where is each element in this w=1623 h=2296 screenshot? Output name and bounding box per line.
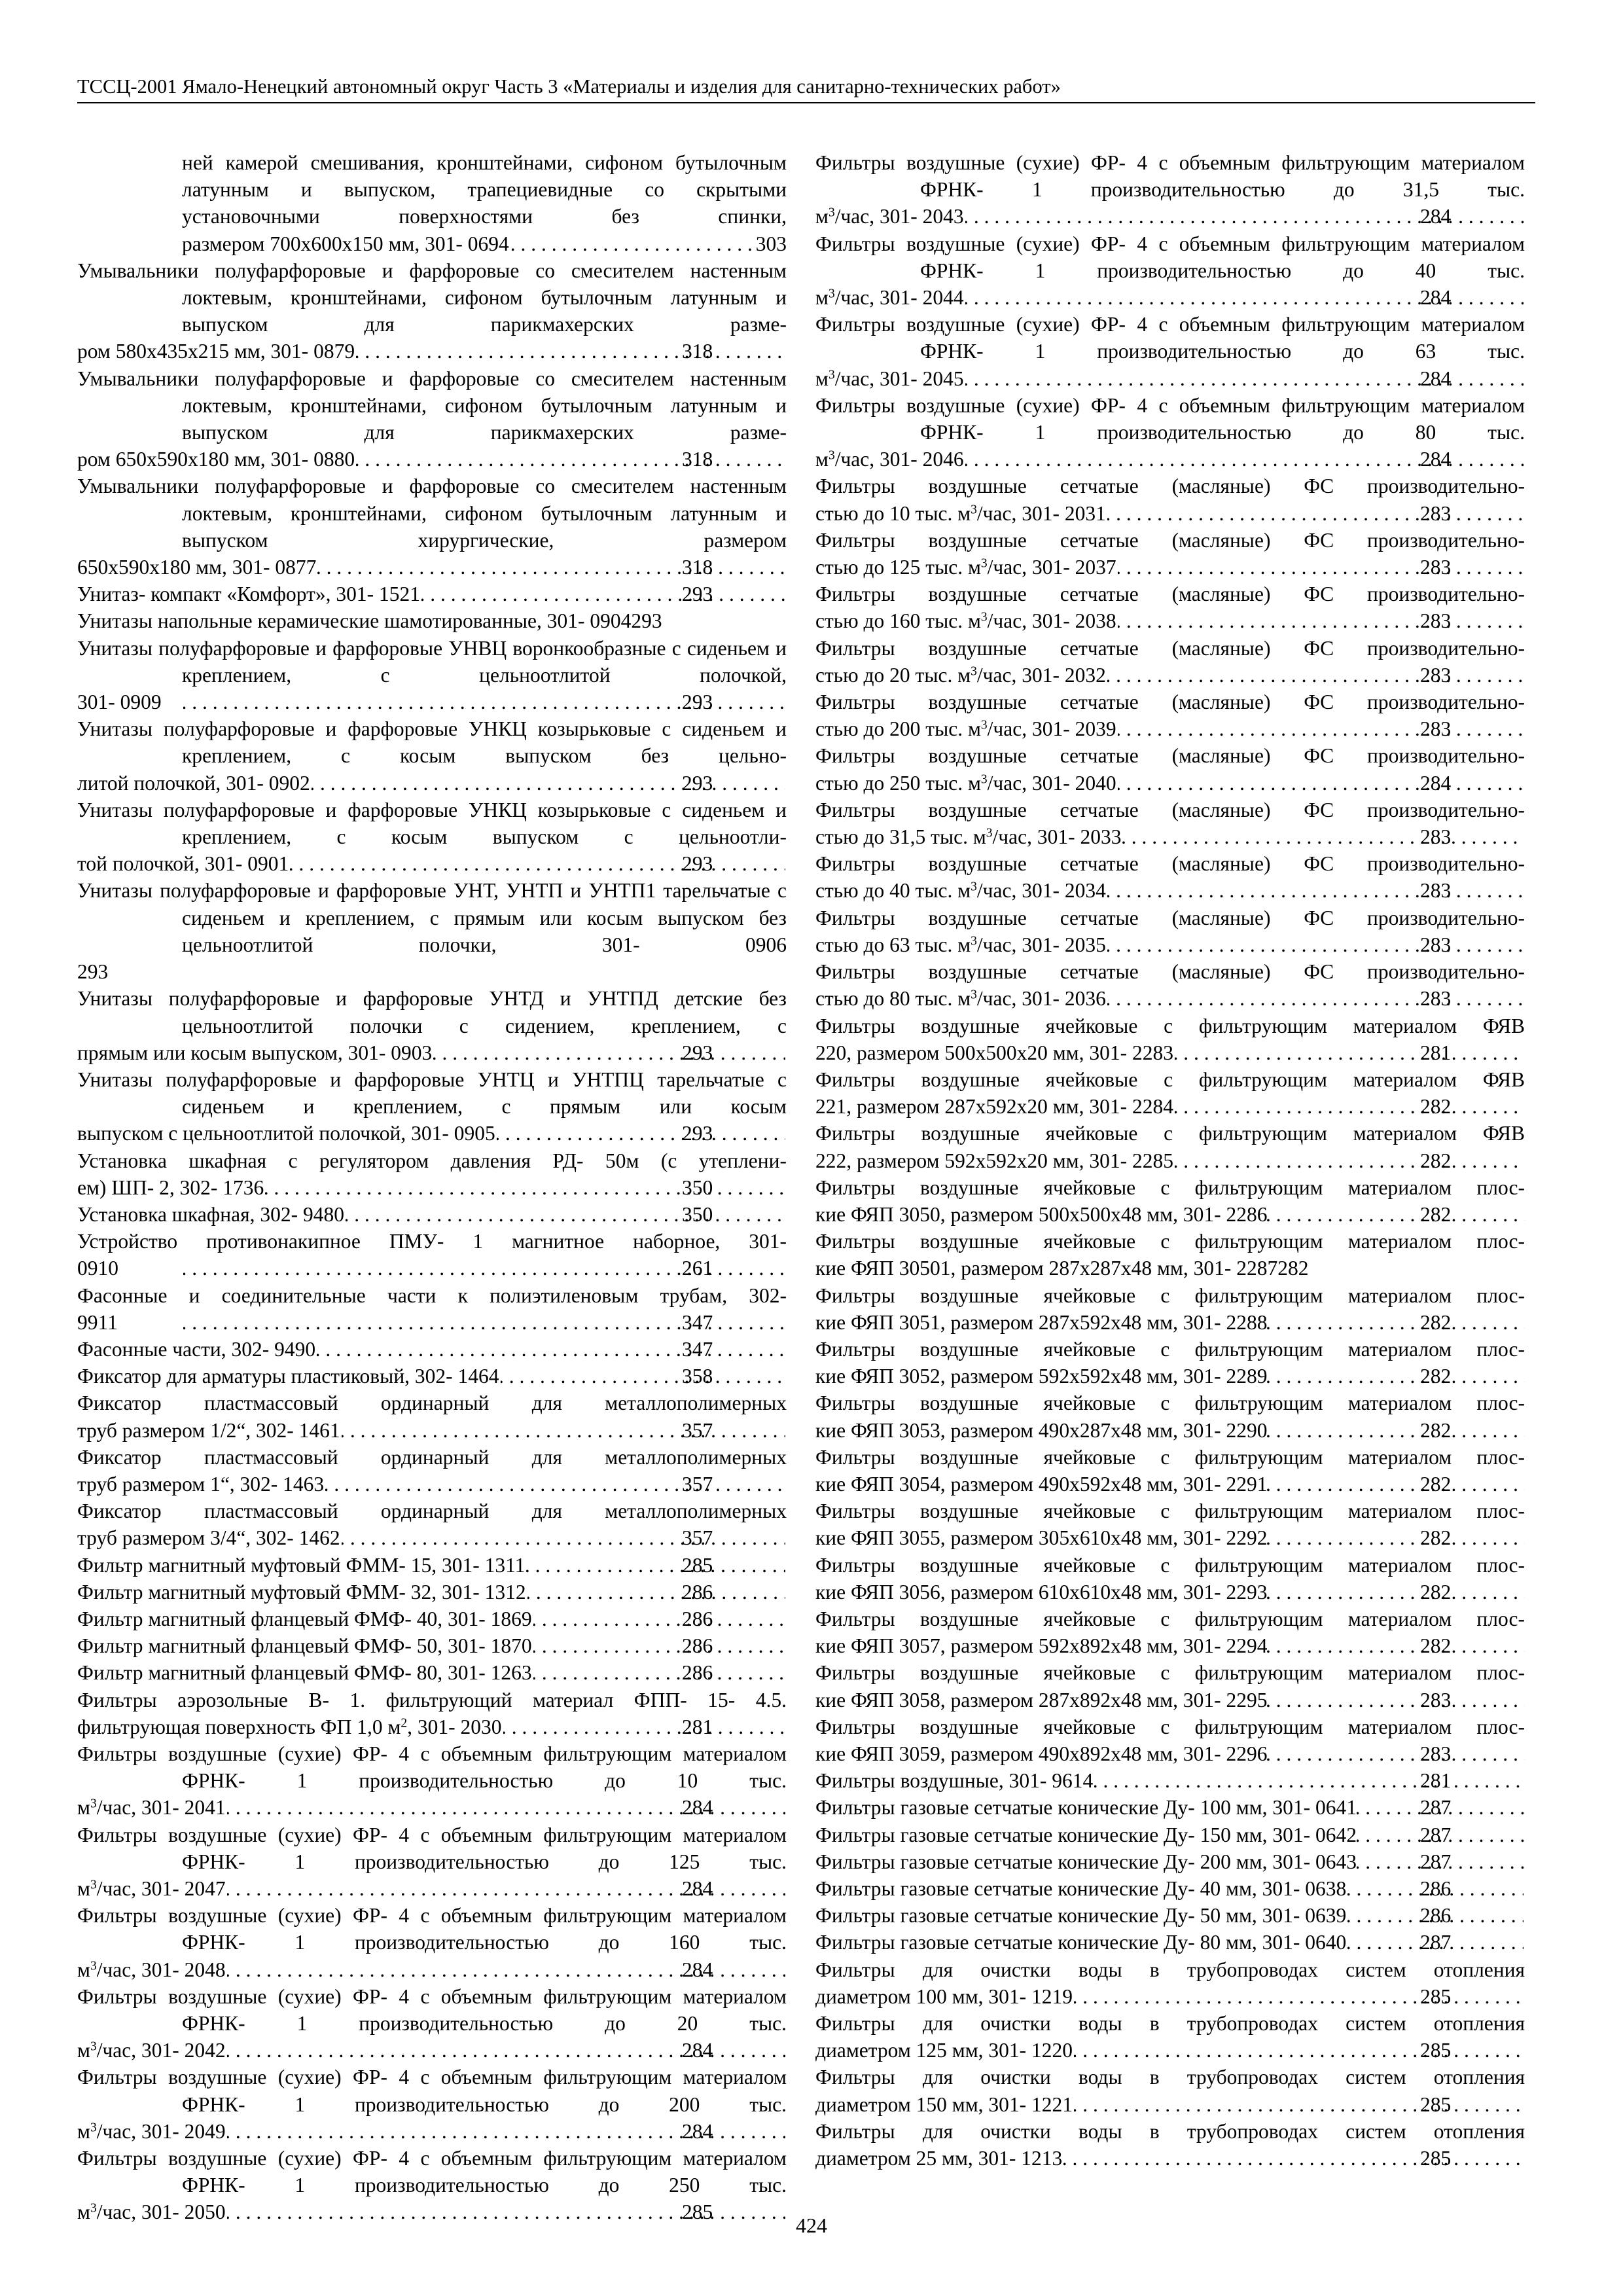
index-entry: Фильтр магнитный муфтовый ФММ- 32, 301- 1312 . . . 286 xyxy=(77,1579,787,1605)
index-entry-tail: Фильтры воздушные, 301- 9614 xyxy=(815,1769,1094,1793)
index-entry-tail: $м^3$/час, 301- 2048 xyxy=(77,1958,226,1981)
index-entry: Фильтр магнитный фланцевый ФМФ- 40, 301- 1869 . . . 286 xyxy=(77,1605,787,1632)
index-entry: Установка шкафная с регулятором давления РД- 50м (с утеплени- ем) ШП- 2, 302- 1736 . . . 350 xyxy=(77,1147,787,1201)
dot-leader xyxy=(526,1552,785,1579)
index-entry-tail: кие ФЯП 3057, размером 592х892х48 мм, 301- 2294 xyxy=(815,1634,1268,1658)
index-entry-tail: $м^3$/час, 301- 2045 xyxy=(815,367,964,390)
index-entry: Умывальники полуфарфоровые и фарфоровые со смесителем настенным локтевым, кронштейнами, сифоном бутылочным латунным и выпуском хирургические, размером 650х590х180 мм, 301- 0877 . . . 318 xyxy=(77,473,787,581)
index-entry: Унитазы полуфарфоровые и фарфоровые УНТЦ и УНТПЦ тарельчатые с сиденьем и креплением, с прямым или косым выпуском с цельноотлитой полочкой, 301- 0905 . . . 293 xyxy=(77,1066,787,1147)
dot-leader xyxy=(1107,500,1524,527)
index-entry-tail: размером 700х600х150 мм, 301- 0694 xyxy=(182,232,509,255)
dot-leader xyxy=(503,1713,785,1740)
dot-leader xyxy=(1074,2037,1524,2064)
index-entry-text: Фильтры воздушные (сухие) ФР- 4 с объемным фильтрующим материалом ФРНК- 1 производительностью до 31,5 тыс. xyxy=(815,151,1525,202)
index-entry: Унитазы полуфарфоровые и фарфоровые УНТ, УНТП и УНТП1 тарельчатые с сиденьем и креплением, с прямым или косым выпуском без цельноотлитой полочки, 301- 0906 293 xyxy=(77,877,787,985)
dot-leader xyxy=(1267,1309,1525,1336)
dot-leader xyxy=(1267,1417,1525,1444)
index-entry: Унитазы полуфарфоровые и фарфоровые УНКЦ козырьковые с сиденьем и креплением, с косым выпуском с цельноотли- той полочкой, 301- 0901 . . . 293 xyxy=(77,797,787,878)
index-entry-tail: прямым или косым выпуском, 301- 0903 xyxy=(77,1041,433,1064)
dot-leader xyxy=(1267,1740,1525,1767)
index-entry-tail: диаметром 150 мм, 301- 1221 xyxy=(815,2092,1073,2116)
index-entry: Фильтры газовые сетчатые конические Ду- 100 мм, 301- 0641 . . . 287 xyxy=(815,1794,1525,1821)
index-entry-text: Фильтры для очистки воды в трубопроводах систем отопления xyxy=(815,1958,1525,1981)
index-entry-tail: 650х590х180 мм, 301- 0877 xyxy=(77,556,317,579)
index-entry: Фильтры воздушные (сухие) ФР- 4 с объемным фильтрующим материалом ФРНК- 1 производительностью до 31,5 тыс. $м^3$/час, 301- 2043 . . . 284 xyxy=(815,149,1525,230)
index-entry: Фильтр магнитный муфтовый ФММ- 15, 301- 1311 . . . 285 xyxy=(77,1552,787,1579)
index-entry-tail: литой полочкой, 301- 0902 xyxy=(77,771,310,795)
index-entry-text: Умывальники полуфарфоровые и фарфоровые со смесителем настенным локтевым, кронштейнами, сифоном бутылочным латунным и выпуском для парикмахерских разме- xyxy=(77,259,787,336)
index-entry: Фильтры воздушные сетчатые (масляные) ФС производительно- стью до 63 тыс. $м^3$/час, 301- 2035 . . . 283 xyxy=(815,905,1525,958)
index-entry: Фиксатор пластмассовый ординарный для металлополимерных труб размером 1“, 302- 1463 . . . 357 xyxy=(77,1444,787,1498)
index-entry-tail: ром 650х590х180 мм, 301- 0880 xyxy=(77,448,355,471)
index-entry-text: Фильтры воздушные ячейковые с фильтрующим материалом плос- xyxy=(815,1283,1525,1307)
index-entry: Фильтры воздушные сетчатые (масляные) ФС производительно- стью до 250 тыс. $м^3$/час, 301- 2040 . . . 284 xyxy=(815,742,1525,796)
index-entry-text: Фильтры воздушные сетчатые (масляные) ФС производительно- xyxy=(815,636,1525,660)
index-entry: Фильтры воздушные ячейковые с фильтрующим материалом плос- кие ФЯП 3055, размером 305х610х48 мм, 301- 2292 . . . 282 xyxy=(815,1498,1525,1551)
index-entry-text: Установка шкафная с регулятором давления РД- 50м (с утеплени- xyxy=(77,1149,787,1172)
dot-leader xyxy=(356,338,785,365)
dot-leader xyxy=(1267,1579,1525,1605)
index-entry-tail: Фильтры газовые сетчатые конические Ду- 100 мм, 301- 0641 xyxy=(815,1796,1357,1820)
index-entry: Унитазы полуфарфоровые и фарфоровые УНТД и УНТПД детские без цельноотлитой полочки с сидением, креплением, с прямым или косым выпуском, 301- 0903 . . . 293 xyxy=(77,985,787,1066)
index-entry-text: Фильтры воздушные сетчатые (масляные) ФС производительно- xyxy=(815,583,1525,606)
dot-leader xyxy=(1267,1471,1525,1498)
index-entry-text: Унитазы полуфарфоровые и фарфоровые УНВЦ воронкообразные с сиденьем и креплением, с цельноотлитой полочкой, xyxy=(77,636,787,687)
index-entry-tail: выпуском с цельноотлитой полочкой, 301- 0905 xyxy=(77,1122,495,1145)
index-entry-tail: 221, размером 287х592х20 мм, 301- 2284 xyxy=(815,1095,1173,1119)
dot-leader xyxy=(533,1605,785,1632)
index-entry: Унитазы полуфарфоровые и фарфоровые УНВЦ воронкообразные с сиденьем и креплением, с цельноотлитой полочкой, 301- 0909 . . . 293 xyxy=(77,635,787,716)
index-entry-tail: кие ФЯП 3050, размером 500х500х48 мм, 301- 2286 xyxy=(815,1202,1268,1226)
index-entry-text: Фильтры воздушные ячейковые с фильтрующим материалом плос- xyxy=(815,1715,1525,1738)
dot-leader xyxy=(1122,823,1524,850)
index-entry-text: Фильтры воздушные (сухие) ФР- 4 с объемным фильтрующим материалом ФРНК- 1 производительностью до 125 тыс. xyxy=(77,1823,787,1873)
index-entry-tail: Фильтры газовые сетчатые конические Ду- 50 мм, 301- 0639 xyxy=(815,1904,1347,1928)
index-entry-text: Фильтры аэрозольные В- 1. фильтрующий материал ФПП- 15- 4.5. xyxy=(77,1688,787,1712)
index-entry-text: Фиксатор пластмассовый ординарный для металлополимерных xyxy=(77,1499,787,1523)
index-entry-text: Фильтры воздушные ячейковые с фильтрующим материалом ФЯВ xyxy=(815,1014,1525,1037)
index-page-ref: 303 xyxy=(755,232,787,255)
index-entry: Фильтры воздушные ячейковые с фильтрующим материалом плос- кие ФЯП 3056, размером 610х610х48 мм, 301- 2293 . . . 282 xyxy=(815,1552,1525,1605)
page-number: 424 xyxy=(796,2214,827,2237)
index-entry-text: Фильтры воздушные (сухие) ФР- 4 с объемным фильтрующим материалом ФРНК- 1 производительностью до 10 тыс. xyxy=(77,1742,787,1793)
dot-leader xyxy=(533,1632,785,1659)
index-entry-tail: кие ФЯП 3052, размером 592х592х48 мм, 301- 2289 xyxy=(815,1365,1268,1388)
index-entry: Фильтры воздушные (сухие) ФР- 4 с объемным фильтрующим материалом ФРНК- 1 производительностью до 63 тыс. $м^3$/час, 301- 2045 . . . 284 xyxy=(815,311,1525,392)
index-entry: Фильтры воздушные, 301- 9614 . . . 281 xyxy=(815,1767,1525,1794)
index-entry-tail: труб размером 1/2“, 302- 1461 xyxy=(77,1418,340,1442)
index-column-left xyxy=(77,149,787,2226)
dot-leader xyxy=(1074,1983,1524,2010)
index-entry: Фильтры для очистки воды в трубопроводах систем отопления диаметром 25 мм, 301- 1213 . . . 285 xyxy=(815,2118,1525,2172)
index-entry-text: Фильтры воздушные сетчатые (масляные) ФС производительно- xyxy=(815,528,1525,552)
dot-leader xyxy=(1118,607,1524,634)
index-entry: Фильтры для очистки воды в трубопроводах систем отопления диаметром 125 мм, 301- 1220 . . . 285 xyxy=(815,2010,1525,2064)
index-entry-text: Фильтры воздушные ячейковые с фильтрующим материалом плос- xyxy=(815,1391,1525,1415)
index-entry-text: Фильтры воздушные (сухие) ФР- 4 с объемным фильтрующим материалом ФРНК- 1 производительностью до 80 тыс. xyxy=(815,393,1525,444)
index-entry: Фиксатор пластмассовый ординарный для металлополимерных труб размером 3/4“, 302- 1462 . . . 357 xyxy=(77,1498,787,1551)
dot-leader xyxy=(342,1417,785,1444)
index-entry-text: Фильтры для очистки воды в трубопроводах систем отопления xyxy=(815,2066,1525,2089)
dot-leader xyxy=(1118,554,1524,581)
index-entry-tail: кие ФЯП 3059, размером 490х892х48 мм, 301- 2296 xyxy=(815,1742,1268,1765)
index-entry: Фильтры воздушные ячейковые с фильтрующим материалом плос- кие ФЯП 3051, размером 287х592х48 мм, 301- 2288 . . . 282 xyxy=(815,1282,1525,1336)
index-entry-tail: 220, размером 500х500х20 мм, 301- 2283 xyxy=(815,1041,1173,1064)
index-entry-tail: 222, размером 592х592х20 мм, 301- 2285 xyxy=(815,1149,1173,1172)
index-entry: Умывальники полуфарфоровые и фарфоровые со смесителем настенным локтевым, кронштейнами, сифоном бутылочным латунным и выпуском для парикмахерских разме- ром 580х435х215 мм, 301- 0879 . . . 318 xyxy=(77,257,787,365)
index-entry: Фасонные и соединительные части к полиэтиленовым трубам, 302- 9911 . . . 347 xyxy=(77,1282,787,1336)
dot-leader xyxy=(1267,1524,1525,1551)
index-entry-tail: кие ФЯП 3056, размером 610х610х48 мм, 301- 2293 xyxy=(815,1580,1268,1604)
index-entry-text: Фильтры воздушные (сухие) ФР- 4 с объемным фильтрующим материалом ФРНК- 1 производительностью до 20 тыс. xyxy=(77,1984,787,2036)
dot-leader xyxy=(325,1471,785,1498)
index-entry: Фильтры воздушные (сухие) ФР- 4 с объемным фильтрующим материалом ФРНК- 1 производительностью до 200 тыс. $м^3$/час, 301- 2049 . . . 284 xyxy=(77,2064,787,2145)
index-entry-text: Фильтры воздушные ячейковые с фильтрующим материалом ФЯВ xyxy=(815,1122,1525,1145)
index-entry-tail: кие ФЯП 3058, размером 287х892х48 мм, 301- 2295 xyxy=(815,1688,1268,1712)
index-entry-tail: Фильтр магнитный фланцевый ФМФ- 40, 301- 1869 xyxy=(77,1607,532,1630)
index-entry-text: Фильтры воздушные сетчатые (масляные) ФС производительно- xyxy=(815,798,1525,821)
index-entry-tail: Фильтр магнитный муфтовый ФММ- 15, 301- 1311 xyxy=(77,1553,526,1577)
dot-leader xyxy=(1107,877,1524,904)
index-entry: Унитаз- компакт «Комфорт», 301- 1521 . . . 293 xyxy=(77,581,787,607)
index-entry: Фильтры воздушные ячейковые с фильтрующим материалом плос- кие ФЯП 3054, размером 490х592х48 мм, 301- 2291 . . . 282 xyxy=(815,1444,1525,1498)
index-entry-tail: стью до 40 тыс. $м^3$/час, 301- 2034 xyxy=(815,879,1106,903)
dot-leader xyxy=(510,230,755,257)
index-entry-tail: стью до 80 тыс. $м^3$/час, 301- 2036 xyxy=(815,987,1106,1011)
index-entry-text: Унитазы полуфарфоровые и фарфоровые УНТД и УНТПД детские без цельноотлитой полочки с сидением, креплением, с xyxy=(77,987,787,1037)
index-entry-tail: стью до 31,5 тыс. $м^3$/час, 301- 2033 xyxy=(815,825,1122,849)
index-entry-tail: стью до 63 тыс. $м^3$/час, 301- 2035 xyxy=(815,933,1106,956)
index-entry: Фильтр магнитный фланцевый ФМФ- 80, 301- 1263 . . . 286 xyxy=(77,1659,787,1686)
index-entry-tail: стью до 20 тыс. $м^3$/час, 301- 2032 xyxy=(815,663,1106,687)
index-entry-tail: Фильтр магнитный муфтовый ФММ- 32, 301- 1312 xyxy=(77,1580,526,1604)
index-entry: Фильтры воздушные ячейковые с фильтрующим материалом плос- кие ФЯП 3057, размером 592х892х48 мм, 301- 2294 . . . 282 xyxy=(815,1605,1525,1659)
index-entry: Фильтры газовые сетчатые конические Ду- 40 мм, 301- 0638 . . . 286 xyxy=(815,1875,1525,1902)
index-entry-tail: стью до 200 тыс. $м^3$/час, 301- 2039 xyxy=(815,717,1116,741)
dot-leader xyxy=(1267,1363,1525,1390)
dot-leader xyxy=(356,446,785,473)
dot-leader xyxy=(1175,1093,1524,1120)
index-entry-tail: Фильтры газовые сетчатые конические Ду- 80 мм, 301- 0640 xyxy=(815,1931,1347,1954)
index-column-right xyxy=(815,149,1525,2172)
index-entry-tail: Унитаз- компакт «Комфорт», 301- 1521 xyxy=(77,583,420,606)
index-entry-tail: $м^3$/час, 301- 2046 xyxy=(815,448,964,471)
index-entry-text: Фильтры воздушные ячейковые с фильтрующим материалом ФЯВ xyxy=(815,1067,1525,1091)
index-entry: Устройство противонакипное ПМУ- 1 магнитное наборное, 301- 0910 . . . 261 xyxy=(77,1228,787,1282)
index-entry: Унитазы полуфарфоровые и фарфоровые УНКЦ козырьковые с сиденьем и креплением, с косым выпуском без цельно- литой полочкой, 301- 0902 . . . 293 xyxy=(77,715,787,797)
index-entry: Фильтры воздушные сетчатые (масляные) ФС производительно- стью до 40 тыс. $м^3$/час, 301- 2034 . . . 283 xyxy=(815,850,1525,904)
dot-leader xyxy=(1107,662,1524,689)
dot-leader xyxy=(1267,1632,1525,1659)
index-entry-tail: труб размером 3/4“, 302- 1462 xyxy=(77,1526,340,1550)
dot-leader xyxy=(1175,1147,1524,1174)
index-entry: Установка шкафная, 302- 9480 . . . 350 xyxy=(77,1201,787,1228)
dot-leader xyxy=(1063,2145,1524,2172)
index-entry-tail: стью до 160 тыс. $м^3$/час, 301- 2038 xyxy=(815,609,1116,633)
index-entry: Умывальники полуфарфоровые и фарфоровые со смесителем настенным локтевым, кронштейнами, сифоном бутылочным латунным и выпуском для парикмахерских разме- ром 650х590х180 мм, 301- 0880 . . . 318 xyxy=(77,365,787,473)
index-entry-tail: диаметром 100 мм, 301- 1219 xyxy=(815,1984,1073,2008)
index-entry-text: Фильтры воздушные ячейковые с фильтрующим материалом плос- xyxy=(815,1175,1525,1199)
index-entry: Фасонные части, 302- 9490 . . . 347 xyxy=(77,1336,787,1363)
index-entry-text: Фасонные и соединительные части к полиэтиленовым трубам, 302- xyxy=(77,1283,787,1307)
index-entry: Фильтры воздушные ячейковые с фильтрующим материалом плос- кие ФЯП 3050, размером 500х500х48 мм, 301- 2286 . . . 282 xyxy=(815,1174,1525,1228)
index-entry-text: Фильтры для очистки воды в трубопроводах систем отопления xyxy=(815,2012,1525,2036)
index-entry-tail: $м^3$/час, 301- 2049 xyxy=(77,2119,226,2143)
dot-leader xyxy=(1074,2091,1524,2118)
dot-leader xyxy=(1267,1201,1525,1228)
index-entry-text: Фильтры воздушные (сухие) ФР- 4 с объемным фильтрующим материалом ФРНК- 1 производительностью до 63 тыс. xyxy=(815,313,1525,363)
index-entry-tail: Фильтр магнитный фланцевый ФМФ- 50, 301- 1870 xyxy=(77,1634,532,1658)
dot-leader xyxy=(533,1659,785,1686)
index-entry-tail: кие ФЯП 3054, размером 490х592х48 мм, 301- 2291 xyxy=(815,1472,1268,1496)
index-entry-text: Фильтры воздушные ячейковые с фильтрующим материалом плос- xyxy=(815,1230,1525,1253)
index-entry-tail: Унитазы напольные керамические шамотированные, 301- 0904293 xyxy=(77,609,662,633)
index-entry-tail: кие ФЯП 3055, размером 305х610х48 мм, 301- 2292 xyxy=(815,1526,1268,1550)
index-entry: Фильтры газовые сетчатые конические Ду- 150 мм, 301- 0642 . . . 287 xyxy=(815,1821,1525,1848)
index-entry-text: Фильтры воздушные сетчатые (масляные) ФС производительно- xyxy=(815,475,1525,498)
index-entry: Фильтры воздушные (сухие) ФР- 4 с объемным фильтрующим материалом ФРНК- 1 производительностью до 125 тыс. $м^3$/час, 301- 2047 . . . 284 xyxy=(77,1821,787,1903)
dot-leader xyxy=(527,1579,785,1605)
index-entry: Фильтры для очистки воды в трубопроводах систем отопления диаметром 150 мм, 301- 1221 . . . 285 xyxy=(815,2064,1525,2117)
index-entry-text: ней камерой смешивания, кронштейнами, сифоном бутылочным латунным и выпуском, трапециевидные со скрытыми установочными поверхностями без спинки, xyxy=(182,151,787,228)
index-entry-tail: труб размером 1“, 302- 1463 xyxy=(77,1472,325,1496)
index-entry: Фильтры воздушные (сухие) ФР- 4 с объемным фильтрующим материалом ФРНК- 1 производительностью до 250 тыс. $м^3$/час, 301- 2050 . . . 285 xyxy=(77,2145,787,2226)
dot-leader xyxy=(1118,770,1524,797)
dot-leader xyxy=(317,554,785,581)
index-entry-tail: диаметром 25 мм, 301- 1213 xyxy=(815,2147,1063,2170)
index-entry-text: Фильтры воздушные сетчатые (масляные) ФС производительно- xyxy=(815,960,1525,984)
dot-leader xyxy=(1267,1687,1525,1713)
index-entry-tail: ром 580х435х215 мм, 301- 0879 xyxy=(77,340,355,363)
index-entry: Фильтры газовые сетчатые конические Ду- 50 мм, 301- 0639 . . . 286 xyxy=(815,1902,1525,1929)
index-entry-tail: диаметром 125 мм, 301- 1220 xyxy=(815,2039,1073,2062)
index-entry xyxy=(77,607,787,634)
index-entry-tail: кие ФЯП 3051, размером 287х592х48 мм, 301- 2288 xyxy=(815,1310,1268,1334)
index-entry-text: Унитазы полуфарфоровые и фарфоровые УНКЦ козырьковые с сиденьем и креплением, с косым выпуском с цельноотли- xyxy=(77,798,787,849)
index-entry-text: Фиксатор пластмассовый ординарный для металлополимерных xyxy=(77,1391,787,1415)
index-entry-text: Фильтры воздушные ячейковые с фильтрующим материалом плос- xyxy=(815,1499,1525,1523)
index-entry-text: Фильтры воздушные ячейковые с фильтрующим материалом плос- xyxy=(815,1445,1525,1469)
dot-leader xyxy=(346,1201,785,1228)
dot-leader xyxy=(317,1336,785,1363)
index-entry-tail: $м^3$/час, 301- 2050 xyxy=(77,2200,226,2224)
index-entry-text: Фильтры воздушные (сухие) ФР- 4 с объемным фильтрующим материалом ФРНК- 1 производительностью до 160 тыс. xyxy=(77,1904,787,1954)
index-entry-tail: Фильтры газовые сетчатые конические Ду- 200 мм, 301- 0643 xyxy=(815,1850,1357,1873)
index-entry-text: Фильтры воздушные ячейковые с фильтрующим материалом плос- xyxy=(815,1553,1525,1577)
index-entry-text: Фильтры воздушные ячейковые с фильтрующим материалом плос- xyxy=(815,1607,1525,1630)
index-entry: Фильтры воздушные сетчатые (масляные) ФС производительно- стью до 160 тыс. $м^3$/час, 301- 2038 . . . 283 xyxy=(815,581,1525,634)
dot-leader xyxy=(1094,1767,1524,1794)
index-entry: Фильтры воздушные ячейковые с фильтрующим материалом плос- кие ФЯП 3053, размером 490х287х48 мм, 301- 2290 . . . 282 xyxy=(815,1390,1525,1443)
index-entry-tail: фильтрующая поверхность ФП 1,0 $м^2$, 301- 2030 xyxy=(77,1715,502,1738)
index-entry: Фильтры воздушные ячейковые с фильтрующим материалом плос- кие ФЯП 3059, размером 490х892х48 мм, 301- 2296 . . . 283 xyxy=(815,1713,1525,1767)
index-entry-text: Унитазы полуфарфоровые и фарфоровые УНТЦ и УНТПЦ тарельчатые с сиденьем и креплением, с прямым или косым xyxy=(77,1067,787,1119)
index-entry-tail: Фильтры газовые сетчатые конические Ду- 40 мм, 301- 0638 xyxy=(815,1877,1347,1900)
index-entry: Фиксатор для арматуры пластиковый, 302- 1464 . . . 358 xyxy=(77,1363,787,1390)
index-entry-text: Фильтры воздушные (сухие) ФР- 4 с объемным фильтрующим материалом ФРНК- 1 производительностью до 250 тыс. xyxy=(77,2147,787,2197)
index-entry: Фильтры аэрозольные В- 1. фильтрующий материал ФПП- 15- 4.5. фильтрующая поверхность ФП 1,0 $м^2$, 301- 2030 . . . 281 xyxy=(77,1687,787,1740)
index-entry: Фильтры воздушные (сухие) ФР- 4 с объемным фильтрующим материалом ФРНК- 1 производительностью до 80 тыс. $м^3$/час, 301- 2046 . . . 284 xyxy=(815,392,1525,473)
index-entry: Фильтры воздушные (сухие) ФР- 4 с объемным фильтрующим материалом ФРНК- 1 производительностью до 40 тыс. $м^3$/час, 301- 2044 . . . 284 xyxy=(815,230,1525,312)
dot-leader xyxy=(1118,715,1524,742)
index-entry-text: Умывальники полуфарфоровые и фарфоровые со смесителем настенным локтевым, кронштейнами, сифоном бутылочным латунным и выпуском для парикмахерских разме- xyxy=(77,367,787,444)
index-entry-tail: Фильтры газовые сетчатые конические Ду- 150 мм, 301- 0642 xyxy=(815,1823,1357,1846)
index-entry: Фильтры воздушные (сухие) ФР- 4 с объемным фильтрующим материалом ФРНК- 1 производительностью до 10 тыс. $м^3$/час, 301- 2041 . . . 284 xyxy=(77,1740,787,1821)
index-entry-tail: $м^3$/час, 301- 2047 xyxy=(77,1877,226,1900)
index-entry-tail: Фиксатор для арматуры пластиковый, 302- 1464 xyxy=(77,1365,499,1388)
index-entry: Фильтры воздушные сетчатые (масляные) ФС производительно- стью до 31,5 тыс. $м^3$/час, 301- 2033 . . . 283 xyxy=(815,797,1525,850)
dot-leader xyxy=(497,1120,785,1147)
index-entry-tail: ем) ШП- 2, 302- 1736 xyxy=(77,1175,264,1199)
index-entry-text: Фильтры воздушные ячейковые с фильтрующим материалом плос- xyxy=(815,1337,1525,1361)
index-entry-text: Фильтры воздушные сетчатые (масляные) ФС производительно- xyxy=(815,691,1525,714)
index-entry: Фильтры воздушные ячейковые с фильтрующим материалом плос- кие ФЯП 3052, размером 592х592х48 мм, 301- 2289 . . . 282 xyxy=(815,1336,1525,1390)
index-entry-text: Унитазы полуфарфоровые и фарфоровые УНКЦ козырьковые с сиденьем и креплением, с косым выпуском без цельно- xyxy=(77,717,787,768)
index-entry-text: Фильтры для очистки воды в трубопроводах систем отопления xyxy=(815,2119,1525,2143)
index-entry: Фильтры воздушные (сухие) ФР- 4 с объемным фильтрующим материалом ФРНК- 1 производительностью до 160 тыс. $м^3$/час, 301- 2048 . . . 284 xyxy=(77,1902,787,1983)
index-entry: Фильтры воздушные сетчатые (масляные) ФС производительно- стью до 200 тыс. $м^3$/час, 301- 2039 . . . 283 xyxy=(815,689,1525,742)
index-entry-tail: Фильтр магнитный фланцевый ФМФ- 80, 301- 1263 xyxy=(77,1661,532,1685)
index-entry: Фиксатор пластмассовый ординарный для металлополимерных труб размером 1/2“, 302- 1461 . . . 357 xyxy=(77,1390,787,1443)
index-entry xyxy=(77,149,787,257)
page-header: ТССЦ-2001 Ямало-Ненецкий автономный округ Часть 3 «Материалы и изделия для санитарно-технических работ» xyxy=(77,73,1535,103)
index-entry: Фильтры воздушные ячейковые с фильтрующим материалом плос- кие ФЯП 3058, размером 287х892х48 мм, 301- 2295 . . . 283 xyxy=(815,1659,1525,1713)
index-entry: Фильтры воздушные сетчатые (масляные) ФС производительно- стью до 80 тыс. $м^3$/час, 301- 2036 . . . 283 xyxy=(815,958,1525,1012)
index-entry: Фильтры воздушные (сухие) ФР- 4 с объемным фильтрующим материалом ФРНК- 1 производительностью до 20 тыс. $м^3$/час, 301- 2042 . . . 284 xyxy=(77,1983,787,2064)
dot-leader xyxy=(501,1363,785,1390)
dot-leader xyxy=(433,1039,785,1066)
index-entry-text: Фильтры воздушные сетчатые (масляные) ФС производительно- xyxy=(815,744,1525,768)
index-entry-tail: кие ФЯП 3053, размером 490х287х48 мм, 301- 2290 xyxy=(815,1418,1268,1442)
index-entry: Фильтры воздушные ячейковые с фильтрующим материалом ФЯВ 220, размером 500х500х20 мм, 301- 2283 . . . 281 xyxy=(815,1013,1525,1066)
dot-leader xyxy=(1175,1039,1524,1066)
index-entry: Фильтры воздушные сетчатые (масляные) ФС производительно- стью до 125 тыс. $м^3$/час, 301- 2037 . . . 283 xyxy=(815,527,1525,581)
index-entry: Фильтры воздушные сетчатые (масляные) ФС производительно- стью до 20 тыс. $м^3$/час, 301- 2032 . . . 283 xyxy=(815,635,1525,689)
dot-leader xyxy=(342,1524,785,1551)
index-entry-tail: стью до 250 тыс. $м^3$/час, 301- 2040 xyxy=(815,771,1116,795)
index-entry: Фильтры газовые сетчатые конические Ду- 80 мм, 301- 0640 . . . 287 xyxy=(815,1929,1525,1956)
index-entry-tail: кие ФЯП 30501, размером 287х287х48 мм, 301- 2287282 xyxy=(815,1257,1309,1280)
index-entry-tail: $м^3$/час, 301- 2041 xyxy=(77,1796,226,1820)
index-entry-tail: стью до 10 тыс. $м^3$/час, 301- 2031 xyxy=(815,501,1106,525)
dot-leader xyxy=(1107,985,1524,1012)
index-entry-tail: $м^3$/час, 301- 2042 xyxy=(77,2039,226,2062)
index-entry-tail: той полочкой, 301- 0901 xyxy=(77,852,289,876)
index-entry-tail: $м^3$/час, 301- 2044 xyxy=(815,286,964,310)
index-entry-text: Фильтры воздушные ячейковые с фильтрующим материалом плос- xyxy=(815,1661,1525,1685)
index-entry: Фильтр магнитный фланцевый ФМФ- 50, 301- 1870 . . . 286 xyxy=(77,1632,787,1659)
index-entry-text: Устройство противонакипное ПМУ- 1 магнитное наборное, 301- xyxy=(77,1230,787,1253)
dot-leader xyxy=(421,581,785,607)
index-entry xyxy=(815,1228,1525,1282)
index-entry-tail: стью до 125 тыс. $м^3$/час, 301- 2037 xyxy=(815,556,1116,579)
index-entry: Фильтры воздушные ячейковые с фильтрующим материалом ФЯВ 221, размером 287х592х20 мм, 301- 2284 . . . 282 xyxy=(815,1066,1525,1120)
index-entry-text: Фиксатор пластмассовый ординарный для металлополимерных xyxy=(77,1445,787,1469)
index-entry-text: Унитазы полуфарфоровые и фарфоровые УНТ, УНТП и УНТП1 тарельчатые с сиденьем и креплением, с прямым или косым выпуском без цельноотлитой полочки, 301- 0906 xyxy=(77,879,787,956)
index-entry-text: Фильтры воздушные (сухие) ФР- 4 с объемным фильтрующим материалом ФРНК- 1 производительностью до 40 тыс. xyxy=(815,232,1525,282)
dot-leader xyxy=(1107,931,1524,958)
index-entry-text: Умывальники полуфарфоровые и фарфоровые со смесителем настенным локтевым, кронштейнами, сифоном бутылочным латунным и выпуском хирургические, размером xyxy=(77,475,787,552)
index-entry: Фильтры воздушные ячейковые с фильтрующим материалом ФЯВ 222, размером 592х592х20 мм, 301- 2285 . . . 282 xyxy=(815,1120,1525,1174)
index-entry: Фильтры для очистки воды в трубопроводах систем отопления диаметром 100 мм, 301- 1219 . . . 285 xyxy=(815,1956,1525,2010)
index-entry-tail: $м^3$/час, 301- 2043 xyxy=(815,205,964,228)
index-entry: Фильтры газовые сетчатые конические Ду- 200 мм, 301- 0643 . . . 287 xyxy=(815,1848,1525,1875)
index-entry-text: Фильтры воздушные (сухие) ФР- 4 с объемным фильтрующим материалом ФРНК- 1 производительностью до 200 тыс. xyxy=(77,2066,787,2116)
index-entry-tail: Фасонные части, 302- 9490 xyxy=(77,1337,316,1361)
index-entry-tail: Установка шкафная, 302- 9480 xyxy=(77,1202,344,1226)
index-entry-text: Фильтры воздушные сетчатые (масляные) ФС производительно- xyxy=(815,906,1525,929)
dot-leader xyxy=(312,770,785,797)
index-entry-text: Фильтры воздушные сетчатые (масляные) ФС производительно- xyxy=(815,852,1525,876)
index-entry: Фильтры воздушные сетчатые (масляные) ФС производительно- стью до 10 тыс. $м^3$/час, 301- 2031 . . . 283 xyxy=(815,473,1525,526)
